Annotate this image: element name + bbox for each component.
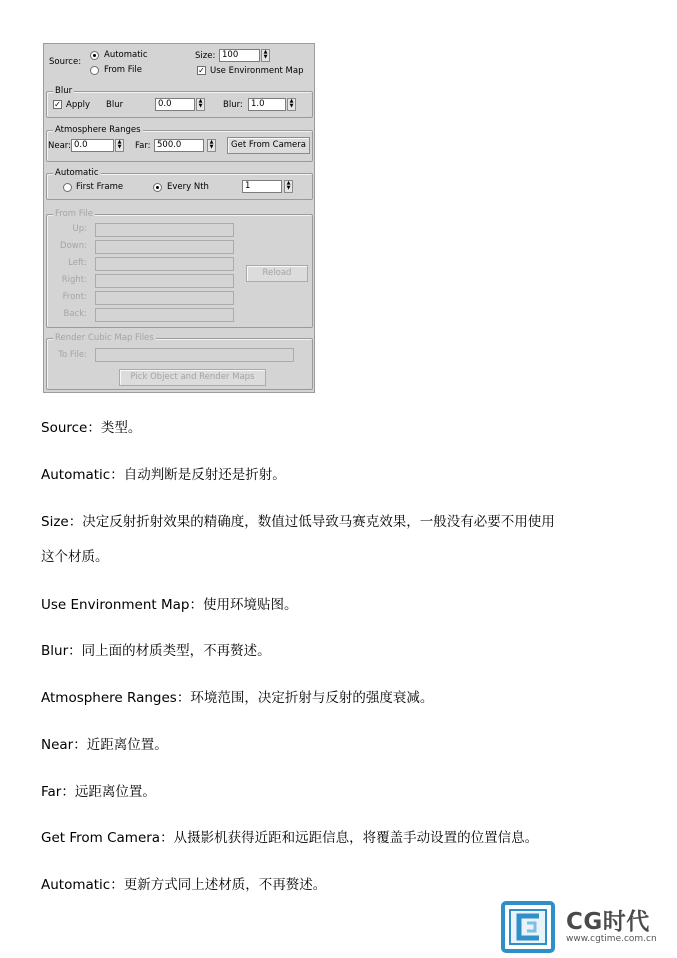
use-environment-map-checkbox[interactable]: ✓ [198,66,205,75]
blur-group [46,86,313,118]
render-cubic-map-group [46,333,313,390]
left-label: Left: [68,258,87,268]
atmosphere-ranges-group [46,125,313,162]
source-label: Source: [49,57,82,67]
back-map-field[interactable] [95,308,234,322]
description: ：环境范围，决定折射与反射的强度衰减。 [176,690,434,706]
term: Near [41,737,74,753]
first-frame-label: First Frame [76,182,124,192]
render-cubic-map-title: Render Cubic Map Files [55,333,154,343]
up-map-field[interactable] [95,223,234,237]
blur-offset-spinner[interactable]: ▲ ▼ [196,98,205,111]
from-file-radio-label: From File [104,65,142,75]
paragraph-get-from-camera [41,826,538,846]
term: Automatic [41,877,111,893]
reload-button[interactable]: Reload [246,265,308,282]
first-frame-radio[interactable] [63,183,72,192]
back-label: Back: [63,309,87,319]
term: Automatic [41,467,111,483]
down-label: Down: [60,241,87,251]
blur-offset-input[interactable]: 0.0 [155,98,195,111]
description: 这个材质。 [41,549,109,565]
paragraph-source [41,416,141,436]
nth-frame-spinner[interactable]: ▲ ▼ [284,180,293,193]
logo-url: www.cgtime.com.cn [566,934,657,944]
description: ：同上面的材质类型，不再赘述。 [68,643,271,659]
term: Blur [41,643,69,659]
automatic-radio-label: Automatic [104,50,148,60]
automatic-group [46,168,313,200]
to-file-field[interactable] [95,348,294,362]
from-file-group-title: From File [55,209,93,219]
front-map-field[interactable] [95,291,234,305]
paragraph-automatic [41,463,286,483]
paragraph-far [41,780,156,800]
front-label: Front: [62,292,87,302]
pick-object-render-maps-button[interactable]: Pick Object and Render Maps [119,369,266,386]
atmosphere-ranges-title: Atmosphere Ranges [55,125,141,135]
description: ：近距离位置。 [73,737,168,753]
description: ：远距离位置。 [61,784,156,800]
right-map-field[interactable] [95,274,234,288]
apply-blur-checkbox[interactable]: ✓ [54,100,61,109]
blur-amount-spinner[interactable]: ▲ ▼ [287,98,296,111]
every-nth-label: Every Nth [167,182,209,192]
description: ：从摄影机获得近距和远距信息，将覆盖手动设置的位置信息。 [160,830,539,846]
term: Use Environment Map [41,597,190,613]
paragraph-near [41,733,168,753]
paragraph-size-continued [41,545,109,565]
paragraph-automatic-update [41,873,326,893]
blur-group-title: Blur [55,86,73,96]
cgtime-logo [501,901,671,955]
automatic-group-title: Automatic [55,168,99,178]
nth-frame-input[interactable]: 1 [242,180,282,193]
up-label: Up: [72,224,87,234]
term: Get From Camera [41,830,161,846]
environment-map-panel [43,43,315,393]
description: ：更新方式同上述材质，不再赘述。 [110,877,327,893]
near-label: Near: [48,141,72,151]
from-file-group [46,209,313,328]
description: ：使用环境贴图。 [189,597,298,613]
to-file-label: To File: [58,350,87,360]
automatic-radio[interactable] [90,51,99,60]
right-label: Right: [61,275,87,285]
from-file-radio[interactable] [90,66,99,75]
size-spinner[interactable]: ▲ ▼ [261,49,270,62]
cgtime-logo-icon [501,901,555,953]
near-input[interactable]: 0.0 [71,139,114,152]
left-map-field[interactable] [95,257,234,271]
description: ：类型。 [87,420,142,436]
near-spinner[interactable]: ▲ ▼ [115,139,124,152]
size-label: Size: [195,51,216,61]
every-nth-radio[interactable] [153,183,162,192]
use-environment-map-label: Use Environment Map [210,66,304,76]
term: Source [41,420,88,436]
far-spinner[interactable]: ▲ ▼ [207,139,216,152]
apply-blur-label: Apply [66,100,90,110]
down-map-field[interactable] [95,240,234,254]
far-label: Far: [135,141,151,151]
description: ：自动判断是反射还是折射。 [110,467,286,483]
description: ：决定反射折射效果的精确度，数值过低导致马赛克效果，一般没有必要不用使用 [68,514,555,530]
blur-amount-input[interactable]: 1.0 [248,98,286,111]
size-input[interactable]: 100 [219,49,260,62]
paragraph-blur [41,639,271,659]
term: Far [41,784,62,800]
paragraph-atmosphere-ranges [41,686,433,706]
blur-amount-label: Blur: [223,100,243,110]
far-input[interactable]: 500.0 [154,139,204,152]
logo-text: CG时代 [566,909,650,935]
term: Size [41,514,69,530]
paragraph-size [41,510,555,530]
get-from-camera-button[interactable]: Get From Camera [227,137,310,154]
blur-offset-label: Blur [106,100,124,110]
term: Atmosphere Ranges [41,690,177,706]
paragraph-use-environment-map [41,593,298,613]
